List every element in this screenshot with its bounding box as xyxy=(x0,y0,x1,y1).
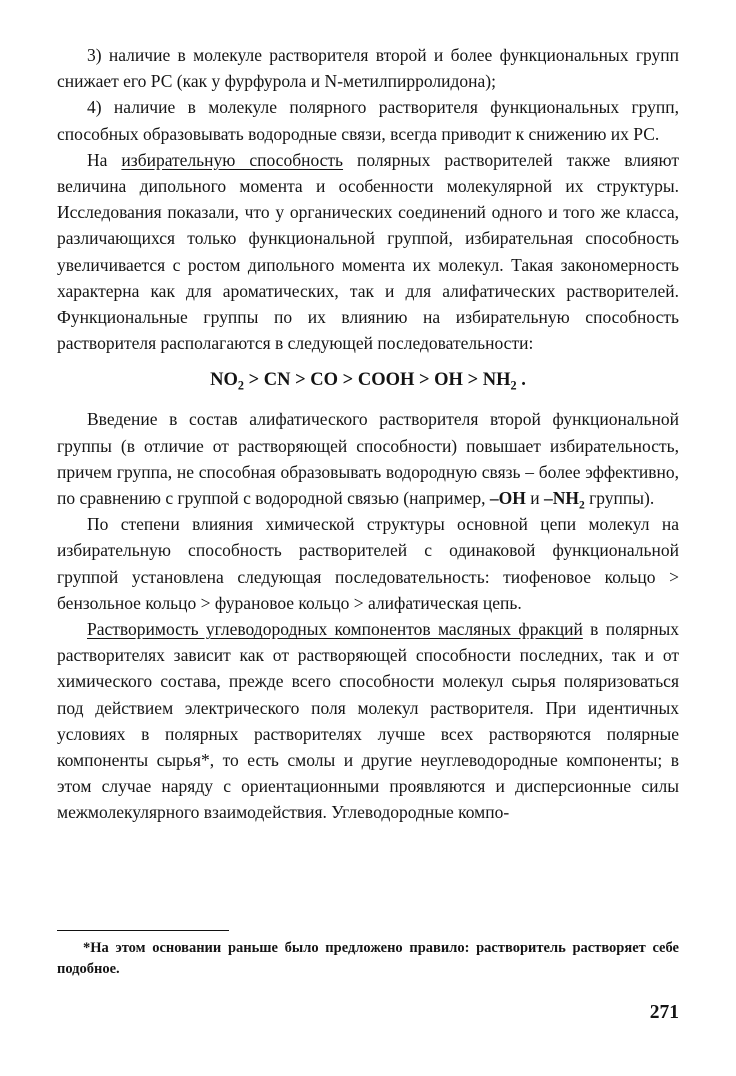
text-run: полярных растворителей также влияют величина дипольного момента и особенности молекулярной их структуры. Исследования показали, что у органических соединений одного и того же класса, различающихся только функциональной группой, избирательная способность увеличивается с ростом дипольного момента их молекул. Такая закономерность характерна как для ароматических, так и для алифатических растворителей. Функциональные группы по их влиянию на избирательную способность растворителя располагаются в следующей последовательности: xyxy=(57,149,679,354)
page-number: 271 xyxy=(649,1002,679,1023)
text-run: Введение в состав алифатического растворителя второй функциональной группы (в отличие от растворяющей способности) повышает избирательность, причем группа, не способная образовывать водородную связь – более эффективно, по сравнению с группой с водородной связью (например, xyxy=(57,409,679,509)
text-run: –NH xyxy=(543,488,579,509)
footnote-area xyxy=(57,930,679,980)
text-run: избирательную способность xyxy=(121,149,344,170)
text-run: группы). xyxy=(584,488,655,509)
text-run: NO xyxy=(210,370,238,391)
paragraph xyxy=(57,94,679,146)
text-run: 3) наличие в молекуле растворителя второй и более функциональных групп снижает его РС (как у фурфурола и N-метилпирролидона); xyxy=(57,45,679,92)
text-run: и xyxy=(525,488,544,509)
text-run: 4) наличие в молекуле полярного растворителя функциональных групп, способных образовывать водородные связи, всегда приводит к снижению их РС. xyxy=(57,97,679,144)
text-run: 2 xyxy=(578,499,585,512)
footnote-text xyxy=(57,938,679,980)
text-run: > CN > CO > COOH > OH > NH xyxy=(244,370,511,391)
text-run: По степени влияния химической структуры основной цепи молекул на избирательную способность растворителей с одинаковой функциональной группой установлена следующая последовательность: тиофеновое кольцо > бензольное кольцо > фурановое кольцо > алифатическая цепь. xyxy=(57,514,679,613)
paragraph xyxy=(57,42,679,94)
text-run: в полярных растворителях зависит как от растворяющей способности последних, так и от химического состава, прежде всего способности молекул сырья поляризоваться под действием электрического поля молекул растворителя. При идентичных условиях в полярных растворителях лучше всех растворяются полярные компоненты сырья*, то есть смолы и другие неуглеводородные компоненты; в этом случае наряду с ориентационными проявляются и дисперсионные силы межмолекулярного взаимодействия. Углеводородные компо- xyxy=(57,619,679,823)
text-run: 2 xyxy=(510,379,517,394)
paragraph xyxy=(57,511,679,616)
chemical-formula-line xyxy=(57,367,679,393)
text-run: . xyxy=(516,370,526,391)
text-run: *На этом основании раньше было предложено правило: растворитель растворяет себе подобное. xyxy=(57,940,679,977)
text-run: –OH xyxy=(489,488,526,509)
text-run: 2 xyxy=(237,379,244,394)
text-run: Растворимость углеводородных компонентов масляных фракций xyxy=(87,619,583,640)
document-body xyxy=(57,42,679,826)
paragraph xyxy=(57,406,679,511)
footnote-divider xyxy=(57,930,229,931)
paragraph xyxy=(57,616,679,826)
text-run: На xyxy=(87,149,122,170)
paragraph xyxy=(57,147,679,357)
